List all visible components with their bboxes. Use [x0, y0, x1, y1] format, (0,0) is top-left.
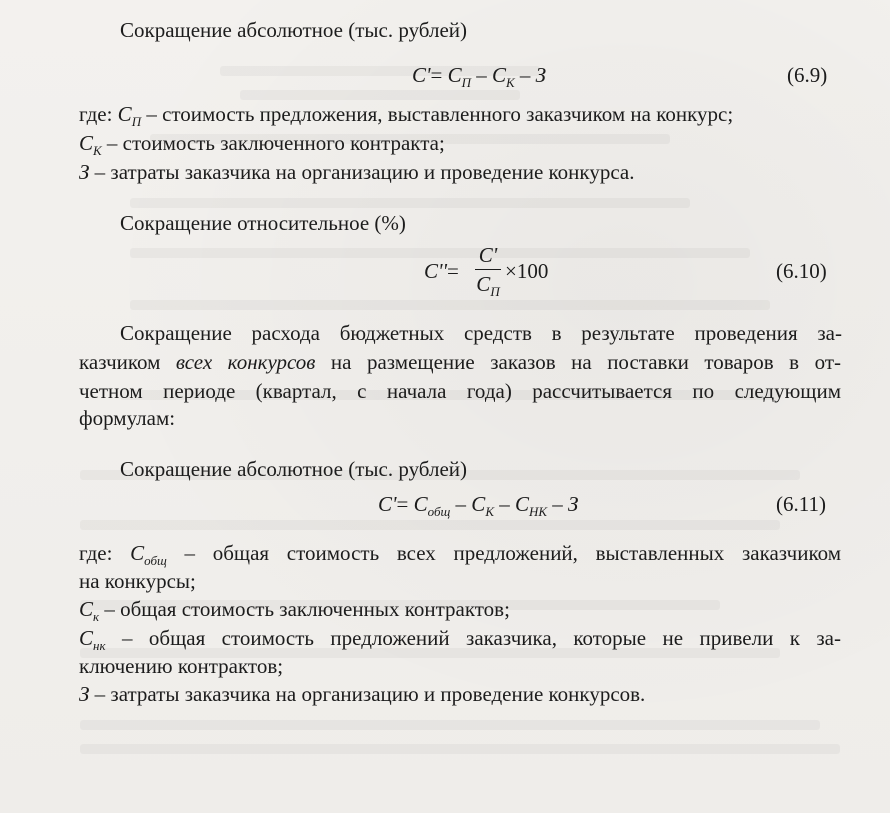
variable-symbol: З [79, 682, 90, 706]
formula-symbol: C'' [424, 259, 447, 283]
variable-subscript: К [93, 143, 102, 158]
formula-symbol: C [514, 492, 529, 516]
formula-6-10-fraction [475, 242, 501, 305]
formula-operator: – [552, 492, 563, 516]
formula-operator: – [455, 492, 467, 516]
fraction-bar [475, 269, 501, 270]
variable-symbol: C [117, 102, 132, 126]
variable-symbol: C [79, 597, 94, 621]
variable-description: – стоимость заключенного контракта; [101, 131, 445, 155]
formula-symbol: C [476, 272, 491, 296]
variable-description: – общая стоимость заключенных контрактов; [99, 597, 510, 621]
formula-symbol: C' [378, 492, 397, 516]
equation-number-6-9: (6.9) [787, 63, 828, 87]
heading-absolute-reduction: Сокращение абсолютное (тыс. рублей) [120, 18, 467, 42]
fraction-numerator: C' [478, 243, 498, 267]
formula-6-10-multiplier: ×100 [505, 259, 549, 283]
paragraph-emphasis: всех конкурсов [175, 350, 316, 374]
variable-symbol: C [130, 541, 145, 565]
paragraph-text: на размещение заказов на поставки товаров в от- [315, 350, 841, 374]
variable-subscript: нк [93, 638, 106, 653]
fraction-denominator [475, 271, 501, 305]
variable-symbol: C [79, 131, 94, 155]
paragraph-line-1: Сокращение расхода бюджетных средств в результате проведения за- [120, 321, 842, 345]
heading-relative-reduction: Сокращение относительное (%) [120, 211, 406, 235]
paragraph-line-3: четном периоде (квартал, с начала года) рассчитывается по следующим [79, 379, 841, 403]
formula-subscript: П [461, 75, 471, 90]
paragraph-line-4: формулам: [79, 406, 176, 430]
formula-operator: = [396, 492, 409, 516]
variable-description: – общая стоимость предложений заказчика, которые не привели к за- [105, 626, 841, 650]
formula-operator: = [430, 63, 443, 87]
where-prefix: где: [79, 541, 131, 565]
variable-symbol: З [79, 160, 90, 184]
heading-absolute-reduction-all: Сокращение абсолютное (тыс. рублей) [120, 457, 467, 481]
where-prefix: где: [79, 102, 118, 126]
formula-symbol: C [492, 63, 507, 87]
formula-6-10-lhs [424, 258, 459, 284]
formula-operator: – [499, 492, 510, 516]
formula-subscript: общ [427, 504, 451, 519]
formula-6-9 [412, 62, 546, 96]
where2-line-cnk-cont: ключению контрактов; [79, 654, 284, 678]
where2-line-z [79, 681, 645, 707]
variable-symbol: C [79, 626, 94, 650]
variable-subscript: общ [144, 553, 167, 568]
formula-subscript: К [506, 75, 515, 90]
formula-6-11 [378, 491, 578, 525]
formula-symbol: C' [412, 63, 431, 87]
variable-description: – затраты заказчика на организацию и проведение конкурса. [89, 160, 635, 184]
equation-number-6-10: (6.10) [776, 259, 827, 283]
formula-operator: – [476, 63, 487, 87]
variable-subscript: к [93, 609, 100, 624]
where2-line-cobsh-cont: на конкурсы; [79, 569, 196, 593]
formula-operator: – [519, 63, 531, 87]
formula-symbol: C [471, 492, 486, 516]
formula-symbol: C [413, 492, 428, 516]
paragraph-text: казчиком [79, 350, 176, 374]
formula-subscript: П [490, 284, 500, 299]
variable-subscript: П [131, 114, 142, 129]
formula-subscript: НК [528, 504, 547, 519]
variable-description: – общая стоимость всех предложений, выставленных заказчиком [166, 541, 841, 565]
formula-operator: = [447, 259, 459, 283]
where-line-z [79, 159, 634, 185]
paragraph-line-2 [79, 349, 841, 375]
formula-symbol: З [568, 492, 579, 516]
formula-symbol: C [447, 63, 462, 87]
equation-number-6-11: (6.11) [776, 492, 826, 516]
formula-subscript: К [485, 504, 494, 519]
formula-symbol: З [535, 63, 547, 87]
variable-description: – затраты заказчика на организацию и проведение конкурсов. [89, 682, 646, 706]
variable-description: – стоимость предложения, выставленного заказчиком на конкурс; [141, 102, 734, 126]
